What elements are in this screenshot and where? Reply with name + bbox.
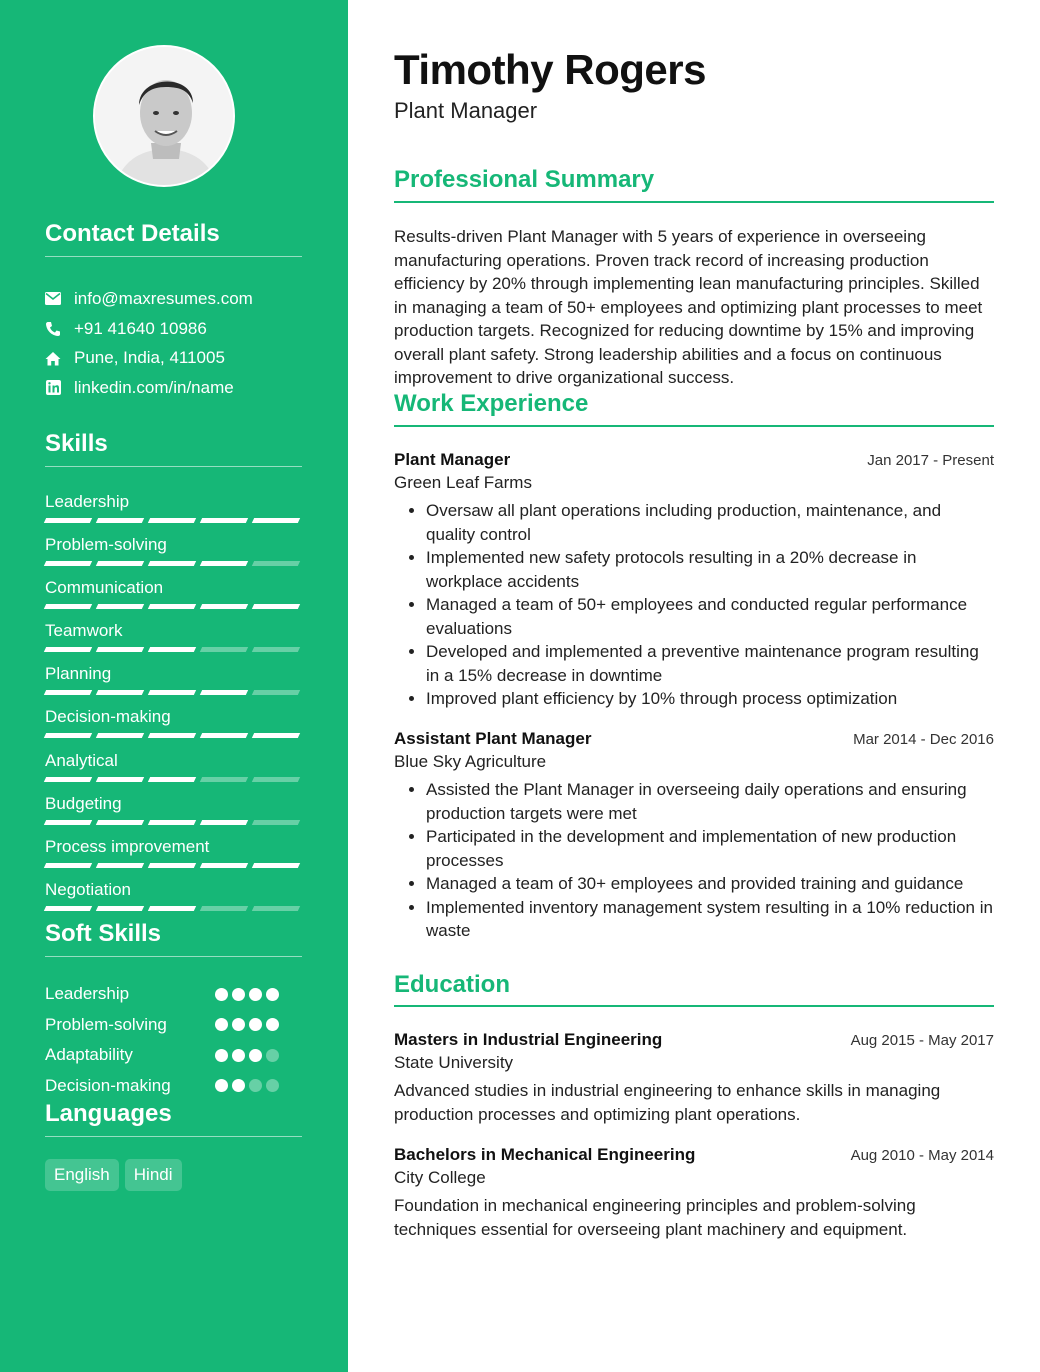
candidate-title: Plant Manager <box>394 98 538 123</box>
avatar-portrait-icon <box>95 47 235 187</box>
skill-level-segment <box>44 820 92 825</box>
skill-level-segment <box>96 906 144 911</box>
soft-skill-dot <box>215 1018 228 1031</box>
skill-level-segment <box>200 518 248 523</box>
education-entry <box>394 1030 994 1126</box>
skill-level-bars <box>45 777 302 782</box>
contact-email[interactable] <box>45 284 305 314</box>
skill-level-segment <box>96 777 144 782</box>
skill-name: Decision-making <box>45 707 171 727</box>
skill-item <box>45 748 302 791</box>
skill-item <box>45 704 302 747</box>
degree-dates: Aug 2010 - May 2014 <box>850 1147 994 1164</box>
skill-level-segment <box>96 863 144 868</box>
skill-level-segment <box>148 690 196 695</box>
soft-skill-dot <box>266 988 279 1001</box>
skill-item <box>45 661 302 704</box>
skill-level-segment <box>96 820 144 825</box>
soft-skill-dot <box>249 1018 262 1031</box>
skill-name: Leadership <box>45 492 130 511</box>
job-bullet: • Implemented new safety protocols resulting in a 20% decrease in workplace accidents <box>426 546 994 593</box>
skill-level-segment <box>44 863 92 868</box>
candidate-name: Timothy Rogers <box>394 46 706 93</box>
skill-level-segment <box>148 604 196 609</box>
soft-skill-dot <box>232 988 245 1001</box>
skill-level-segment <box>200 820 248 825</box>
job-entry <box>394 450 994 711</box>
soft-skill-dots <box>215 1079 279 1092</box>
skill-level-bars <box>45 733 302 738</box>
summary-heading: Professional Summary <box>394 166 655 193</box>
soft-skill-item <box>45 1010 302 1041</box>
job-bullets <box>394 499 994 711</box>
skill-level-bars <box>45 647 302 652</box>
skill-name: Negotiation <box>45 879 132 899</box>
skill-level-segment <box>44 733 92 738</box>
contact-address <box>45 343 305 373</box>
soft-skill-item <box>45 1071 302 1102</box>
soft-skill-dot <box>249 1049 262 1062</box>
skill-level-segment <box>148 518 196 523</box>
job-entry <box>394 729 994 943</box>
soft-skill-dot <box>232 1049 245 1062</box>
contact-phone-text: +91 41640 10986 <box>74 318 207 338</box>
skill-item <box>45 877 302 920</box>
skill-level-segment <box>252 733 300 738</box>
school-name: City College <box>394 1168 486 1187</box>
languages-list <box>45 1159 182 1191</box>
summary-text: Results-driven Plant Manager with 5 years of experience in overseeing manufacturing operations. Proven track record of increasing production efficiency by 20% through implementing lean manufacturing principles. Skilled in managing a team of 50+ employees and optimizing plant processes to meet production targets. Recognized for reducing downtime by 15% and improving overall plant safety. Strong leadership abilities and a focus on continuous improvement to drive organizational success. <box>394 227 983 387</box>
soft-skill-item <box>45 979 302 1010</box>
school-name: State University <box>394 1053 514 1072</box>
soft-skill-dots <box>215 1049 279 1062</box>
skill-level-segment <box>252 690 300 695</box>
skill-level-segment <box>252 561 300 566</box>
contact-details-heading: Contact Details <box>45 220 220 247</box>
education-divider <box>394 1005 994 1007</box>
soft-skill-dots <box>215 988 279 1001</box>
soft-skill-dot <box>266 1018 279 1031</box>
contact-phone[interactable] <box>45 314 305 344</box>
soft-skill-name: Leadership <box>45 984 130 1004</box>
soft-skill-dot <box>215 1079 228 1092</box>
soft-skills-heading: Soft Skills <box>45 920 162 947</box>
soft-skill-dot <box>215 988 228 1001</box>
skill-level-segment <box>96 604 144 609</box>
skills-heading: Skills <box>45 430 108 457</box>
skill-level-segment <box>148 733 196 738</box>
education-entry <box>394 1145 994 1241</box>
summary-divider <box>394 201 994 203</box>
soft-skill-dot <box>249 988 262 1001</box>
job-bullet: • Implemented inventory management system resulting in a 10% reduction in waste <box>426 896 994 943</box>
contact-divider <box>45 256 302 257</box>
job-bullet: • Developed and implemented a preventive maintenance program resulting in a 15% decrease in downtime <box>426 640 994 687</box>
contact-list <box>45 284 305 403</box>
skill-level-segment <box>252 647 300 652</box>
skill-level-segment <box>44 518 92 523</box>
skill-level-bars <box>45 604 302 609</box>
job-role: Assistant Plant Manager <box>394 729 592 748</box>
skill-level-segment <box>200 561 248 566</box>
skill-name: Budgeting <box>45 793 122 813</box>
skill-level-segment <box>200 690 248 695</box>
job-role: Plant Manager <box>394 450 511 469</box>
skill-name: Problem-solving <box>45 535 167 555</box>
skill-item <box>45 834 302 877</box>
soft-skill-name: Adaptability <box>45 1045 133 1065</box>
skill-level-segment <box>252 777 300 782</box>
skill-level-segment <box>200 863 248 868</box>
home-icon <box>45 350 61 366</box>
experience-divider <box>394 425 994 427</box>
experience-heading: Work Experience <box>394 390 589 417</box>
skill-name: Analytical <box>45 750 118 770</box>
job-dates: Jan 2017 - Present <box>867 452 994 469</box>
job-bullets <box>394 778 994 943</box>
skill-name: Teamwork <box>45 621 123 641</box>
skill-level-segment <box>252 820 300 825</box>
skill-item <box>45 791 302 834</box>
skill-level-segment <box>96 518 144 523</box>
sidebar <box>0 0 348 1372</box>
skill-level-segment <box>148 906 196 911</box>
job-bullet: • Improved plant efficiency by 10% through process optimization <box>426 687 994 711</box>
skill-name: Planning <box>45 664 112 684</box>
languages-heading: Languages <box>45 1100 172 1127</box>
skill-level-segment <box>148 561 196 566</box>
skill-level-bars <box>45 863 302 868</box>
skill-level-segment <box>200 777 248 782</box>
degree-name: Masters in Industrial Engineering <box>394 1030 663 1049</box>
skill-item <box>45 532 302 575</box>
soft-skill-dot <box>266 1049 279 1062</box>
language-tag: English <box>45 1159 119 1191</box>
skill-level-segment <box>96 733 144 738</box>
skill-level-segment <box>44 777 92 782</box>
job-company: Blue Sky Agriculture <box>394 752 547 771</box>
soft-skill-dot <box>215 1049 228 1062</box>
skill-level-segment <box>252 518 300 523</box>
skill-level-segment <box>252 604 300 609</box>
skill-level-segment <box>44 647 92 652</box>
skill-level-segment <box>148 647 196 652</box>
language-tag: Hindi <box>125 1159 182 1191</box>
job-bullet: • Participated in the development and implementation of new production processes <box>426 825 994 872</box>
skill-level-segment <box>200 647 248 652</box>
soft-skill-dot <box>232 1079 245 1092</box>
skill-level-segment <box>200 906 248 911</box>
soft-skill-dot <box>249 1079 262 1092</box>
profile-photo <box>93 45 235 187</box>
contact-linkedin-text: linkedin.com/in/name <box>74 377 234 397</box>
skill-level-segment <box>96 690 144 695</box>
skill-level-bars <box>45 518 302 523</box>
job-bullet: • Managed a team of 50+ employees and conducted regular performance evaluations <box>426 593 994 640</box>
skill-level-segment <box>96 647 144 652</box>
skill-item <box>45 489 302 532</box>
skill-item <box>45 618 302 661</box>
contact-email-text: info@maxresumes.com <box>74 288 253 308</box>
soft-skill-item <box>45 1040 302 1071</box>
skill-name: Communication <box>45 578 164 598</box>
skill-item <box>45 575 302 618</box>
soft-skills-divider <box>45 956 302 957</box>
skill-level-segment <box>252 906 300 911</box>
soft-skill-name: Decision-making <box>45 1075 171 1095</box>
contact-address-text: Pune, India, 411005 <box>74 348 225 368</box>
linkedin-icon <box>45 380 61 396</box>
skill-level-segment <box>252 863 300 868</box>
languages-divider <box>45 1136 302 1137</box>
soft-skill-name: Problem-solving <box>45 1014 167 1034</box>
skills-list <box>45 489 302 920</box>
job-bullet: • Assisted the Plant Manager in overseeing daily operations and ensuring production targets were met <box>426 778 994 825</box>
education-heading: Education <box>394 971 511 998</box>
skill-level-segment <box>44 604 92 609</box>
soft-skill-dot <box>232 1018 245 1031</box>
envelope-icon <box>45 291 61 307</box>
skills-divider <box>45 466 302 467</box>
skill-level-segment <box>148 863 196 868</box>
soft-skills-list <box>45 979 302 1101</box>
skill-level-bars <box>45 561 302 566</box>
job-company: Green Leaf Farms <box>394 473 532 492</box>
skill-level-segment <box>44 906 92 911</box>
degree-name: Bachelors in Mechanical Engineering <box>394 1145 696 1164</box>
degree-dates: Aug 2015 - May 2017 <box>850 1032 994 1049</box>
job-dates: Mar 2014 - Dec 2016 <box>853 731 994 748</box>
contact-linkedin[interactable] <box>45 373 305 403</box>
skill-level-segment <box>148 777 196 782</box>
skill-level-segment <box>96 561 144 566</box>
skill-level-bars <box>45 690 302 695</box>
skill-level-segment <box>44 690 92 695</box>
soft-skill-dots <box>215 1018 279 1031</box>
soft-skill-dot <box>266 1079 279 1092</box>
skill-level-segment <box>200 733 248 738</box>
job-bullet: • Oversaw all plant operations including production, maintenance, and quality control <box>426 499 994 546</box>
phone-icon <box>45 321 61 337</box>
skill-level-bars <box>45 906 302 911</box>
skill-level-segment <box>200 604 248 609</box>
skill-name: Process improvement <box>45 836 210 856</box>
degree-description: Foundation in mechanical engineering principles and problem-solving techniques essential for overseeing plant machinery and equipment. <box>394 1196 916 1239</box>
job-bullet: • Managed a team of 30+ employees and provided training and guidance <box>426 872 994 896</box>
skill-level-segment <box>148 820 196 825</box>
degree-description: Advanced studies in industrial engineering to enhance skills in managing production processes and optimizing plant operations. <box>394 1081 941 1124</box>
skill-level-segment <box>44 561 92 566</box>
skill-level-bars <box>45 820 302 825</box>
